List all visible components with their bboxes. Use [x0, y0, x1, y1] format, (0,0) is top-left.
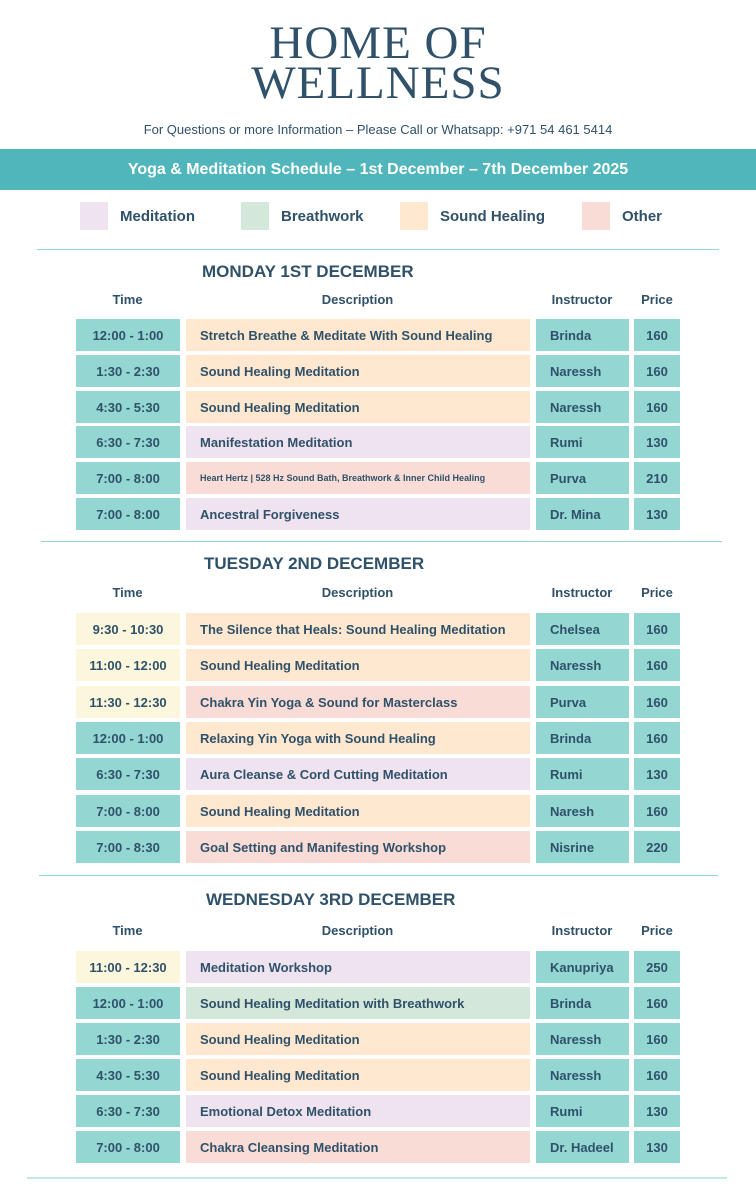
description-cell: Sound Healing Meditation: [186, 795, 530, 827]
time-cell: 4:30 - 5:30: [76, 391, 180, 423]
description-cell: Heart Hertz | 528 Hz Sound Bath, Breathwork & Inner Child Healing: [186, 462, 530, 494]
time-cell: 9:30 - 10:30: [76, 613, 180, 645]
price-cell: 160: [634, 795, 680, 827]
legend-item-meditation: [80, 202, 195, 230]
price-cell: 160: [634, 987, 680, 1019]
time-cell: 1:30 - 2:30: [76, 1023, 180, 1055]
column-header-time: Time: [112, 923, 143, 938]
legend-label: Other: [622, 207, 663, 225]
price-cell: 160: [634, 1059, 680, 1091]
instructor-cell: Naressh: [536, 391, 629, 423]
legend-swatch-meditation: [80, 202, 108, 230]
time-cell: 4:30 - 5:30: [76, 1059, 180, 1091]
instructor-cell: Nisrine: [536, 831, 629, 863]
logo-line-1: HOME OF: [269, 17, 487, 69]
column-header-time: Time: [112, 585, 143, 600]
column-header-description: Description: [321, 585, 394, 600]
price-cell: 160: [634, 722, 680, 754]
instructor-cell: Naressh: [536, 1059, 629, 1091]
column-header-description: Description: [321, 923, 394, 938]
price-cell: 160: [634, 1023, 680, 1055]
instructor-cell: Naressh: [536, 355, 629, 387]
instructor-cell: Purva: [536, 462, 629, 494]
time-cell: 7:00 - 8:00: [76, 795, 180, 827]
contact-info: For Questions or more Information – Please Call or Whatsapp: +971 54 461 5414: [143, 122, 613, 137]
section-divider: [41, 541, 722, 542]
price-cell: 130: [634, 758, 680, 790]
description-cell: Stretch Breathe & Meditate With Sound Healing: [186, 319, 530, 351]
time-cell: 12:00 - 1:00: [76, 722, 180, 754]
description-cell: Sound Healing Meditation with Breathwork: [186, 987, 530, 1019]
day-title: WEDNESDAY 3RD DECEMBER: [206, 890, 456, 909]
time-cell: 6:30 - 7:30: [76, 1095, 180, 1127]
description-cell: Chakra Cleansing Meditation: [186, 1131, 530, 1163]
section-divider: [39, 875, 718, 876]
legend-label: Meditation: [120, 207, 195, 225]
instructor-cell: Purva: [536, 686, 629, 718]
price-cell: 130: [634, 426, 680, 458]
legend-swatch-other: [582, 202, 610, 230]
logo-line-2: WELLNESS: [251, 57, 505, 109]
description-cell: Meditation Workshop: [186, 951, 530, 983]
instructor-cell: Rumi: [536, 426, 629, 458]
section-divider: [37, 249, 719, 250]
instructor-cell: Chelsea: [536, 613, 629, 645]
instructor-cell: Brinda: [536, 987, 629, 1019]
price-cell: 160: [634, 686, 680, 718]
description-cell: Sound Healing Meditation: [186, 649, 530, 681]
price-cell: 250: [634, 951, 680, 983]
description-cell: Sound Healing Meditation: [186, 1059, 530, 1091]
legend-swatch-sound-healing: [400, 202, 428, 230]
time-cell: 6:30 - 7:30: [76, 426, 180, 458]
column-header-price: Price: [641, 585, 673, 600]
instructor-cell: Naressh: [536, 649, 629, 681]
price-cell: 130: [634, 1131, 680, 1163]
description-cell: Chakra Yin Yoga & Sound for Masterclass: [186, 686, 530, 718]
description-cell: Manifestation Meditation: [186, 426, 530, 458]
description-cell: Relaxing Yin Yoga with Sound Healing: [186, 722, 530, 754]
price-cell: 130: [634, 498, 680, 530]
description-cell: Aura Cleanse & Cord Cutting Meditation: [186, 758, 530, 790]
legend-item-breathwork: [241, 202, 364, 230]
time-cell: 1:30 - 2:30: [76, 355, 180, 387]
instructor-cell: Naressh: [536, 1023, 629, 1055]
time-cell: 7:00 - 8:30: [76, 831, 180, 863]
day-title: TUESDAY 2ND DECEMBER: [204, 554, 425, 573]
time-cell: 12:00 - 1:00: [76, 319, 180, 351]
instructor-cell: Dr. Mina: [536, 498, 629, 530]
column-header-instructor: Instructor: [551, 292, 613, 307]
price-cell: 160: [634, 319, 680, 351]
time-cell: 11:30 - 12:30: [76, 686, 180, 718]
price-cell: 220: [634, 831, 680, 863]
legend-label: Breathwork: [281, 207, 364, 225]
price-cell: 160: [634, 613, 680, 645]
column-header-description: Description: [321, 292, 394, 307]
column-header-price: Price: [641, 923, 673, 938]
description-cell: Sound Healing Meditation: [186, 1023, 530, 1055]
description-cell: Sound Healing Meditation: [186, 391, 530, 423]
price-cell: 210: [634, 462, 680, 494]
legend-item-sound-healing: [400, 202, 545, 230]
price-cell: 130: [634, 1095, 680, 1127]
column-header-time: Time: [112, 292, 143, 307]
instructor-cell: Rumi: [536, 1095, 629, 1127]
instructor-cell: Brinda: [536, 722, 629, 754]
time-cell: 7:00 - 8:00: [76, 498, 180, 530]
price-cell: 160: [634, 391, 680, 423]
time-cell: 7:00 - 8:00: [76, 1131, 180, 1163]
bottom-divider: [27, 1177, 727, 1179]
description-cell: Ancestral Forgiveness: [186, 498, 530, 530]
day-title: MONDAY 1ST DECEMBER: [202, 262, 414, 281]
legend-item-other: [582, 202, 662, 230]
legend-label: Sound Healing: [440, 207, 545, 225]
description-cell: Goal Setting and Manifesting Workshop: [186, 831, 530, 863]
time-cell: 12:00 - 1:00: [76, 987, 180, 1019]
column-header-instructor: Instructor: [551, 585, 613, 600]
instructor-cell: Naresh: [536, 795, 629, 827]
time-cell: 6:30 - 7:30: [76, 758, 180, 790]
schedule-banner: Yoga & Meditation Schedule – 1st December – 7th December 2025: [0, 149, 756, 190]
description-cell: The Silence that Heals: Sound Healing Meditation: [186, 613, 530, 645]
time-cell: 7:00 - 8:00: [76, 462, 180, 494]
time-cell: 11:00 - 12:00: [76, 649, 180, 681]
description-cell: Emotional Detox Meditation: [186, 1095, 530, 1127]
price-cell: 160: [634, 649, 680, 681]
instructor-cell: Kanupriya: [536, 951, 629, 983]
time-cell: 11:00 - 12:30: [76, 951, 180, 983]
legend-swatch-breathwork: [241, 202, 269, 230]
instructor-cell: Dr. Hadeel: [536, 1131, 629, 1163]
column-header-instructor: Instructor: [551, 923, 613, 938]
description-cell: Sound Healing Meditation: [186, 355, 530, 387]
price-cell: 160: [634, 355, 680, 387]
instructor-cell: Rumi: [536, 758, 629, 790]
column-header-price: Price: [641, 292, 673, 307]
instructor-cell: Brinda: [536, 319, 629, 351]
